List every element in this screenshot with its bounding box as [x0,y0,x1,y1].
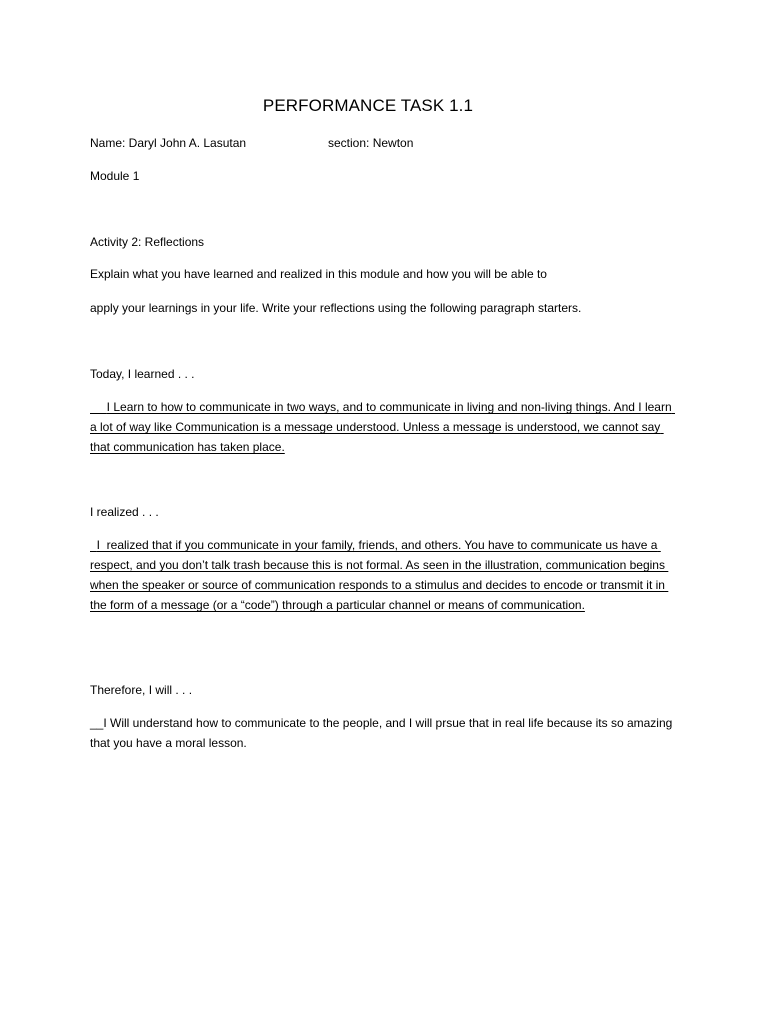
instructions-line-1: Explain what you have learned and realized in this module and how you will be able to [90,267,547,281]
realized-prompt: I realized . . . [90,505,159,519]
learned-answer-text: I Learn to how to communicate in two ways, and to communicate in living and non-living things. And I learn a lot of way like Communication is a message understood. Unless a message is understood, we cannot say that communication has taken place. [90,400,675,454]
page-title: PERFORMANCE TASK 1.1 [262,96,474,115]
learned-prompt: Today, I learned . . . [90,367,195,381]
activity-heading: Activity 2: Reflections [90,235,205,249]
learned-answer [90,397,680,457]
student-section: section: Newton [328,136,414,150]
student-name: Name: Daryl John A. Lasutan [90,136,247,150]
therefore-answer: __I Will understand how to communicate to the people, and I will prsue that in real life because its so amazing that you have a moral lesson. [90,716,673,750]
realized-answer [90,535,680,615]
module-label: Module 1 [90,169,140,183]
realized-answer-text: I realized that if you communicate in your family, friends, and others. You have to communicate us have a respect, and you don’t talk trash because this is not formal. As seen in the illustration, communication begins when the speaker or source of communication responds to a stimulus and decides to encode or transmit it in the form of a message (or a “code”) through a particular channel or means of communication. [90,538,669,612]
therefore-prompt: Therefore, I will . . . [90,683,193,697]
instructions-line-2: apply your learnings in your life. Write your reflections using the following paragraph starters. [90,301,582,315]
